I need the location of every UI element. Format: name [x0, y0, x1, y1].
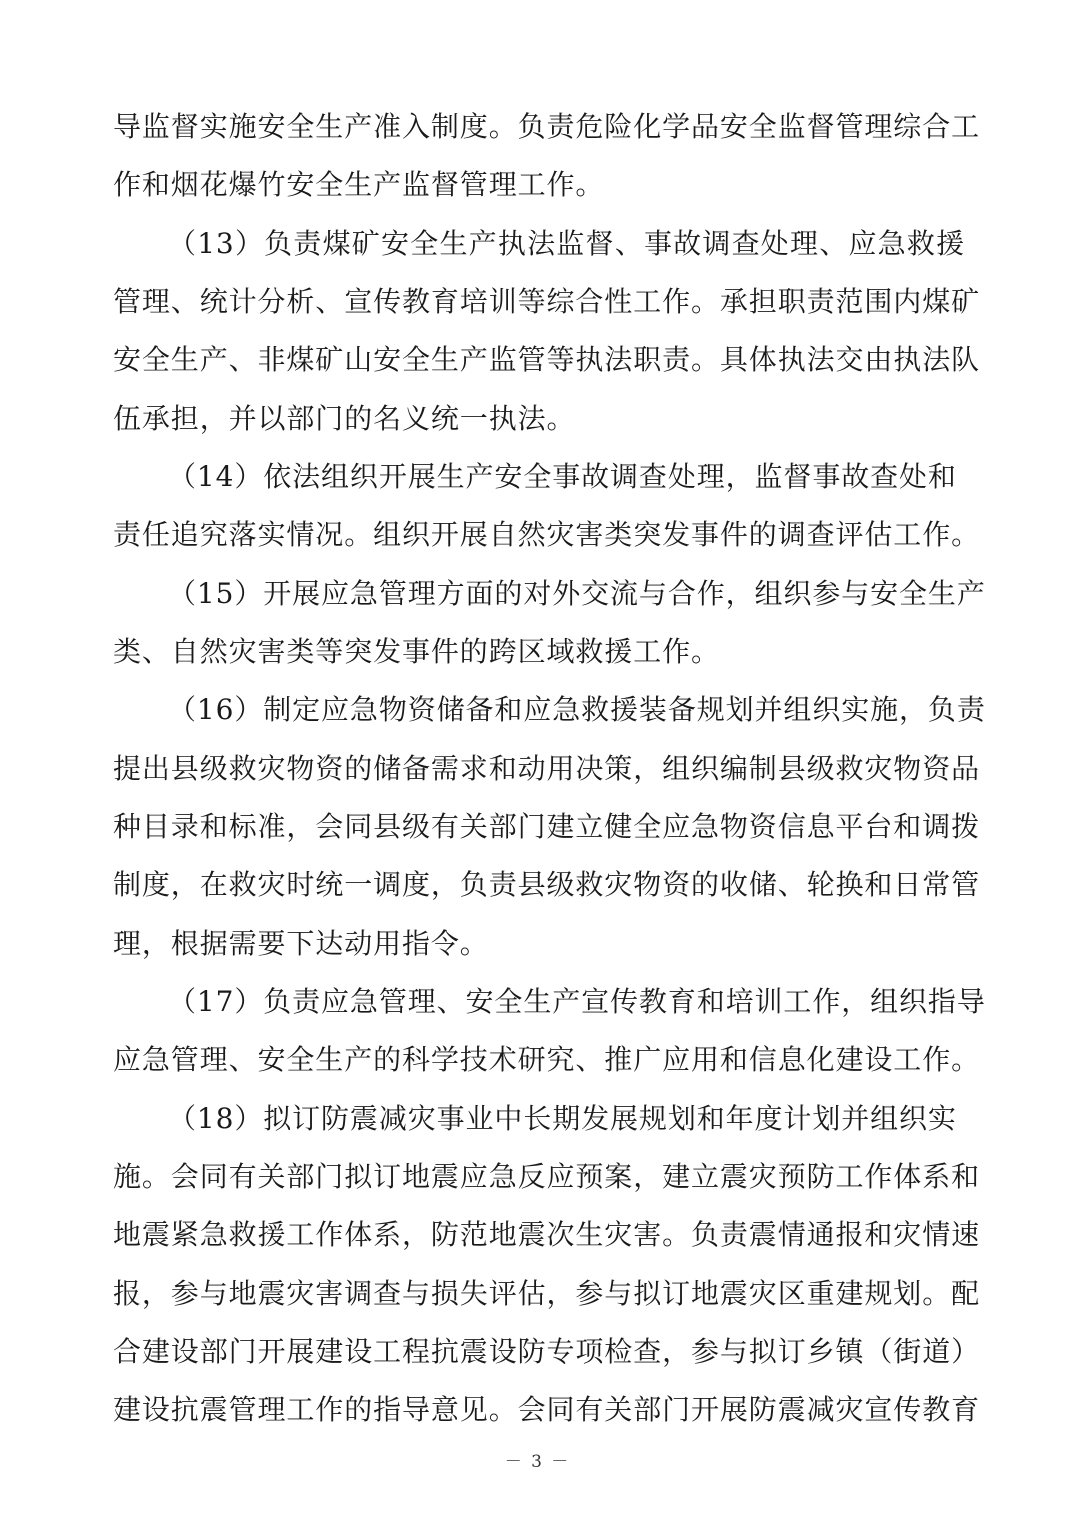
text-line: 管理、统计分析、宣传教育培训等综合性工作。承担职责范围内煤矿: [113, 285, 981, 318]
text-line: 施。会同有关部门拟订地震应急反应预案，建立震灾预防工作体系和: [113, 1160, 981, 1193]
text-line: 建设抗震管理工作的指导意见。会同有关部门开展防震减灾宣传教育: [113, 1393, 981, 1426]
text-line: 作和烟花爆竹安全生产监督管理工作。: [113, 168, 605, 201]
text-line: 制度，在救灾时统一调度，负责县级救灾物资的收储、轮换和日常管: [113, 868, 981, 901]
text-line: 合建设部门开展建设工程抗震设防专项检查，参与拟订乡镇（街道）: [113, 1335, 981, 1368]
paragraph-15-start: （15）开展应急管理方面的对外交流与合作，组织参与安全生产: [168, 577, 986, 610]
text-line: 理，根据需要下达动用指令。: [113, 927, 489, 960]
text-line: 报，参与地震灾害调查与损失评估，参与拟订地震灾区重建规划。配: [113, 1277, 981, 1310]
text-line: 安全生产、非煤矿山安全生产监管等执法职责。具体执法交由执法队: [113, 343, 981, 376]
paragraph-18-start: （18）拟订防震减灾事业中长期发展规划和年度计划并组织实: [168, 1102, 957, 1135]
text-line: 应急管理、安全生产的科学技术研究、推广应用和信息化建设工作。: [113, 1043, 981, 1076]
page-number: － 3 －: [504, 1452, 571, 1472]
paragraph-16-start: （16）制定应急物资储备和应急救援装备规划并组织实施，负责: [168, 693, 986, 726]
paragraph-17-start: （17）负责应急管理、安全生产宣传教育和培训工作，组织指导: [168, 985, 986, 1018]
paragraph-13-start: （13）负责煤矿安全生产执法监督、事故调查处理、应急救援: [168, 227, 965, 260]
text-line: 种目录和标准，会同县级有关部门建立健全应急物资信息平台和调拨: [113, 810, 981, 843]
paragraph-14-start: （14）依法组织开展生产安全事故调查处理，监督事故查处和: [168, 460, 957, 493]
text-line: 导监督实施安全生产准入制度。负责危险化学品安全监督管理综合工: [113, 110, 981, 143]
text-line: 伍承担，并以部门的名义统一执法。: [113, 402, 576, 435]
text-line: 地震紧急救援工作体系，防范地震次生灾害。负责震情通报和灾情速: [113, 1218, 981, 1251]
text-line: 类、自然灾害类等突发事件的跨区域救援工作。: [113, 635, 720, 668]
text-line: 提出县级救灾物资的储备需求和动用决策，组织编制县级救灾物资品: [113, 752, 981, 785]
text-line: 责任追究落实情况。组织开展自然灾害类突发事件的调查评估工作。: [113, 518, 981, 551]
